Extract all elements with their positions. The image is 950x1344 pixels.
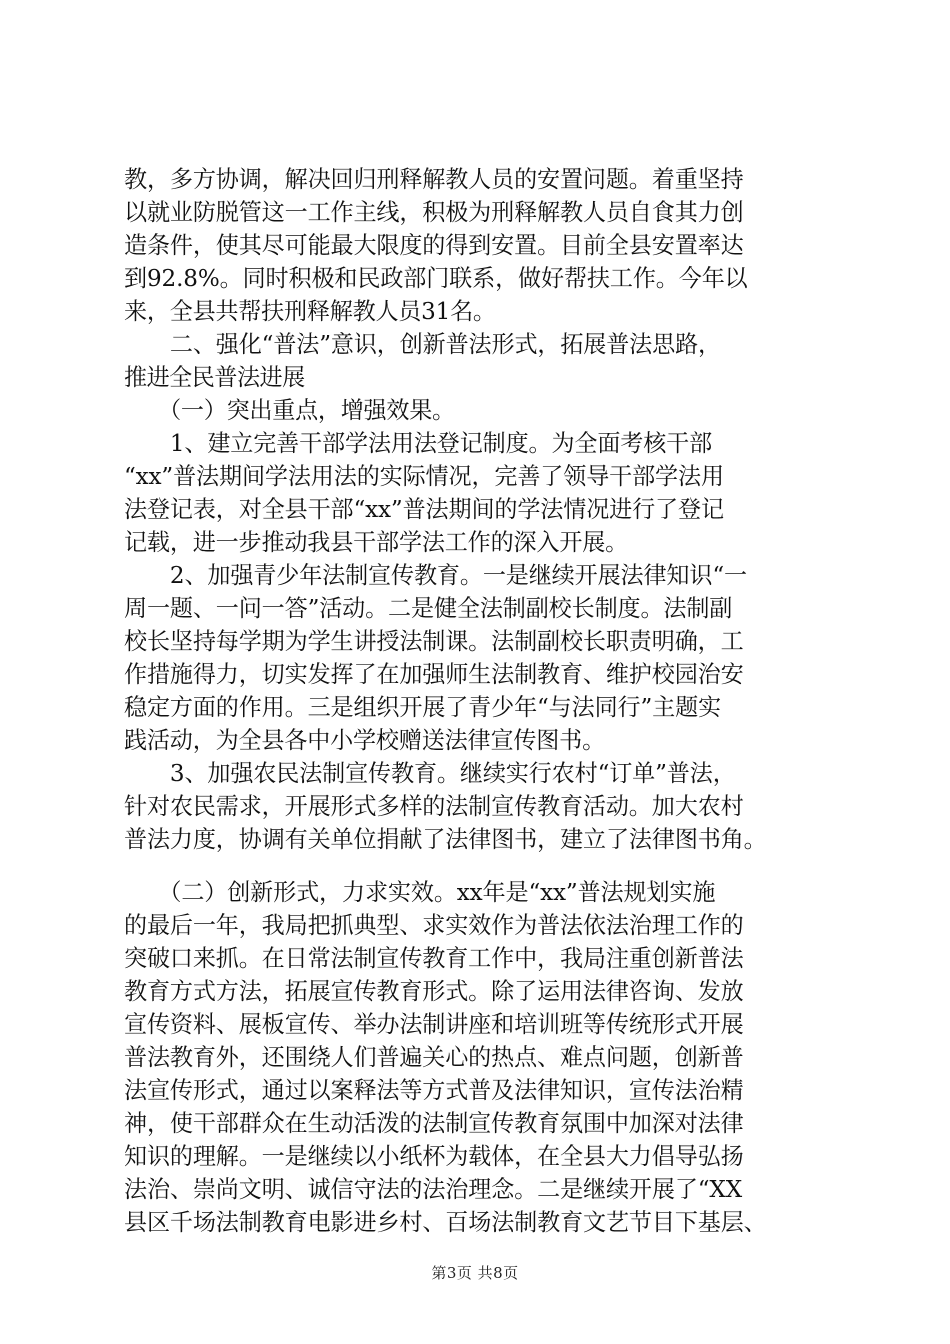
text-line: 突破口来抓。在日常法制宣传教育工作中，我局注重创新普法 bbox=[124, 946, 744, 972]
text-line: 周一题、一问一答”活动。二是健全法制副校长制度。法制副 bbox=[124, 596, 733, 622]
text-line: 3、加强农民法制宣传教育。继续实行农村“订单”普法， bbox=[124, 761, 736, 787]
text-line: “xx”普法期间学法用法的实际情况，完善了领导干部学法用 bbox=[124, 464, 724, 490]
text-line: 法治、崇尚文明、诚信守法的法治理念。二是继续开展了“XX bbox=[124, 1177, 743, 1203]
text-line: 普法力度，协调有关单位捐献了法律图书，建立了法律图书角。 bbox=[124, 827, 767, 853]
text-line: 教，多方协调，解决回归刑释解教人员的安置问题。着重坚持 bbox=[124, 167, 744, 193]
text-line: 1、建立完善干部学法用法登记制度。为全面考核干部 bbox=[124, 431, 713, 457]
text-line: 到92.8%。同时积极和民政部门联系，做好帮扶工作。今年以 bbox=[124, 266, 748, 292]
page-number-footer: 第3页 共8页 bbox=[431, 1264, 519, 1282]
text-line: 践活动，为全县各中小学校赠送法律宣传图书。 bbox=[124, 728, 605, 754]
text-line: 来，全县共帮扶刑释解教人员31名。 bbox=[124, 299, 496, 325]
text-line: 法登记表，对全县干部“xx”普法期间的学法情况进行了登记 bbox=[124, 497, 724, 523]
section-heading-line: 推进全民普法进展 bbox=[124, 365, 305, 391]
text-line: 记载，进一步推动我县干部学法工作的深入开展。 bbox=[124, 530, 629, 556]
text-line: 法宣传形式，通过以案释法等方式普及法律知识，宣传法治精 bbox=[124, 1078, 744, 1104]
text-line: 普法教育外，还围绕人们普遍关心的热点、难点问题，创新普 bbox=[124, 1045, 744, 1071]
text-line: 作措施得力，切实发挥了在加强师生法制教育、维护校园治安 bbox=[124, 662, 744, 688]
text-line: 的最后一年，我局把抓典型、求实效作为普法依法治理工作的 bbox=[124, 913, 744, 939]
text-line: 针对农民需求，开展形式多样的法制宣传教育活动。加大农村 bbox=[124, 794, 744, 820]
text-line: 神，使干部群众在生动活泼的法制宣传教育氛围中加深对法律 bbox=[124, 1111, 744, 1137]
text-line: 县区千场法制教育电影进乡村、百场法制教育文艺节目下基层、 bbox=[124, 1210, 767, 1236]
text-line: 以就业防脱管这一工作主线，积极为刑释解教人员自食其力创 bbox=[124, 200, 744, 226]
text-line: 稳定方面的作用。三是组织开展了青少年“与法同行”主题实 bbox=[124, 695, 721, 721]
text-line: 校长坚持每学期为学生讲授法制课。法制副校长职责明确，工 bbox=[124, 629, 744, 655]
subsection-heading: （一）突出重点，增强效果。 bbox=[124, 398, 455, 424]
subsection-heading: （二）创新形式，力求实效。xx年是“xx”普法规划实施 bbox=[124, 880, 716, 906]
text-line: 知识的理解。一是继续以小纸杯为载体，在全县大力倡导弘扬 bbox=[124, 1144, 744, 1170]
text-line: 造条件，使其尽可能最大限度的得到安置。目前全县安置率达 bbox=[124, 233, 744, 259]
text-line: 宣传资料、展板宣传、举办法制讲座和培训班等传统形式开展 bbox=[124, 1012, 744, 1038]
text-line: 2、加强青少年法制宣传教育。一是继续开展法律知识“一 bbox=[124, 563, 747, 589]
section-heading-line: 二、强化“普法”意识，创新普法形式，拓展普法思路， bbox=[124, 332, 721, 358]
text-line: 教育方式方法，拓展宣传教育形式。除了运用法律咨询、发放 bbox=[124, 979, 744, 1005]
